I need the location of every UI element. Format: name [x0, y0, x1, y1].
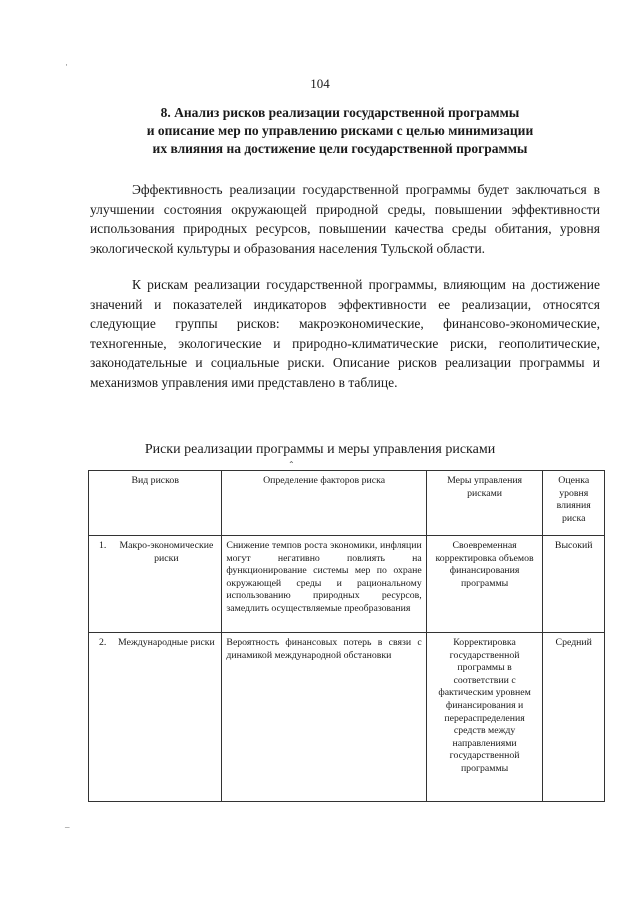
row-number: 2. — [89, 633, 112, 802]
table-header-row — [89, 471, 605, 536]
risk-definition-cell: Вероятность финансовых потерь в связи с динамикой международной обстановки — [222, 633, 426, 802]
scan-mark: – — [65, 822, 70, 832]
header-risk-measures: Меры управления рисками — [426, 471, 543, 536]
body-paragraph-2: К рискам реализации государственной программы, влияющим на достижение значений и показателей индикаторов эффективности ее реализации, относятся следующие группы рисков: макроэкономические, финансово-экономические, техногенные, экологические и природно-климатические риски, геополитические, законодательные и социальные риски. Описание рисков реализации программы и механизмов управления ими представлено в таблице. — [90, 277, 600, 390]
risk-measures-cell: Своевременная корректировка объемов финансирования программы — [426, 536, 543, 633]
risk-measures-cell: Корректировка государственной программы в соответствии с фактическим уровнем финансирования и перераспределения средств между направлениями государственной программы — [426, 633, 543, 802]
table-caption: Риски реализации программы и меры управления рисками — [144, 442, 496, 457]
risk-type-cell: Макро-экономические риски — [111, 536, 221, 633]
heading-line-2: и описание мер по управлению рисками с целью минимизации — [146, 123, 534, 138]
section-heading — [90, 104, 590, 158]
row-number: 1. — [89, 536, 112, 633]
header-risk-level: Оценка уровня влияния риска — [543, 471, 605, 536]
header-risk-definition: Определение факторов риска — [222, 471, 426, 536]
risk-level-cell: Средний — [543, 633, 605, 802]
heading-line-1: 8. Анализ рисков реализации государственной программы — [160, 105, 520, 120]
page-number: 104 — [310, 76, 330, 91]
risk-definition-cell: Снижение темпов роста экономики, инфляции могут негативно повлиять на функционирование системы мер по охране окружающей среды и рациональному использованию природных ресурсов, замедлить осуществляемые преобразования — [222, 536, 426, 633]
risk-table — [88, 470, 605, 802]
table-row — [89, 536, 605, 633]
table-row — [89, 633, 605, 802]
risk-type-cell: Международные риски — [111, 633, 221, 802]
scan-mark: ⌃ — [288, 460, 295, 469]
scan-mark: · — [65, 60, 68, 70]
body-paragraph-1: Эффективность реализации государственной программы будет заключаться в улучшении состояния окружающей природной среды, повышении эффективности использования природных ресурсов, повышении качества среды обитания, уровня экологической культуры и образования населения Тульской области. — [90, 182, 600, 256]
header-risk-type: Вид рисков — [89, 471, 222, 536]
risk-level-cell: Высокий — [543, 536, 605, 633]
heading-line-3: их влияния на достижение цели государственной программы — [152, 141, 528, 156]
